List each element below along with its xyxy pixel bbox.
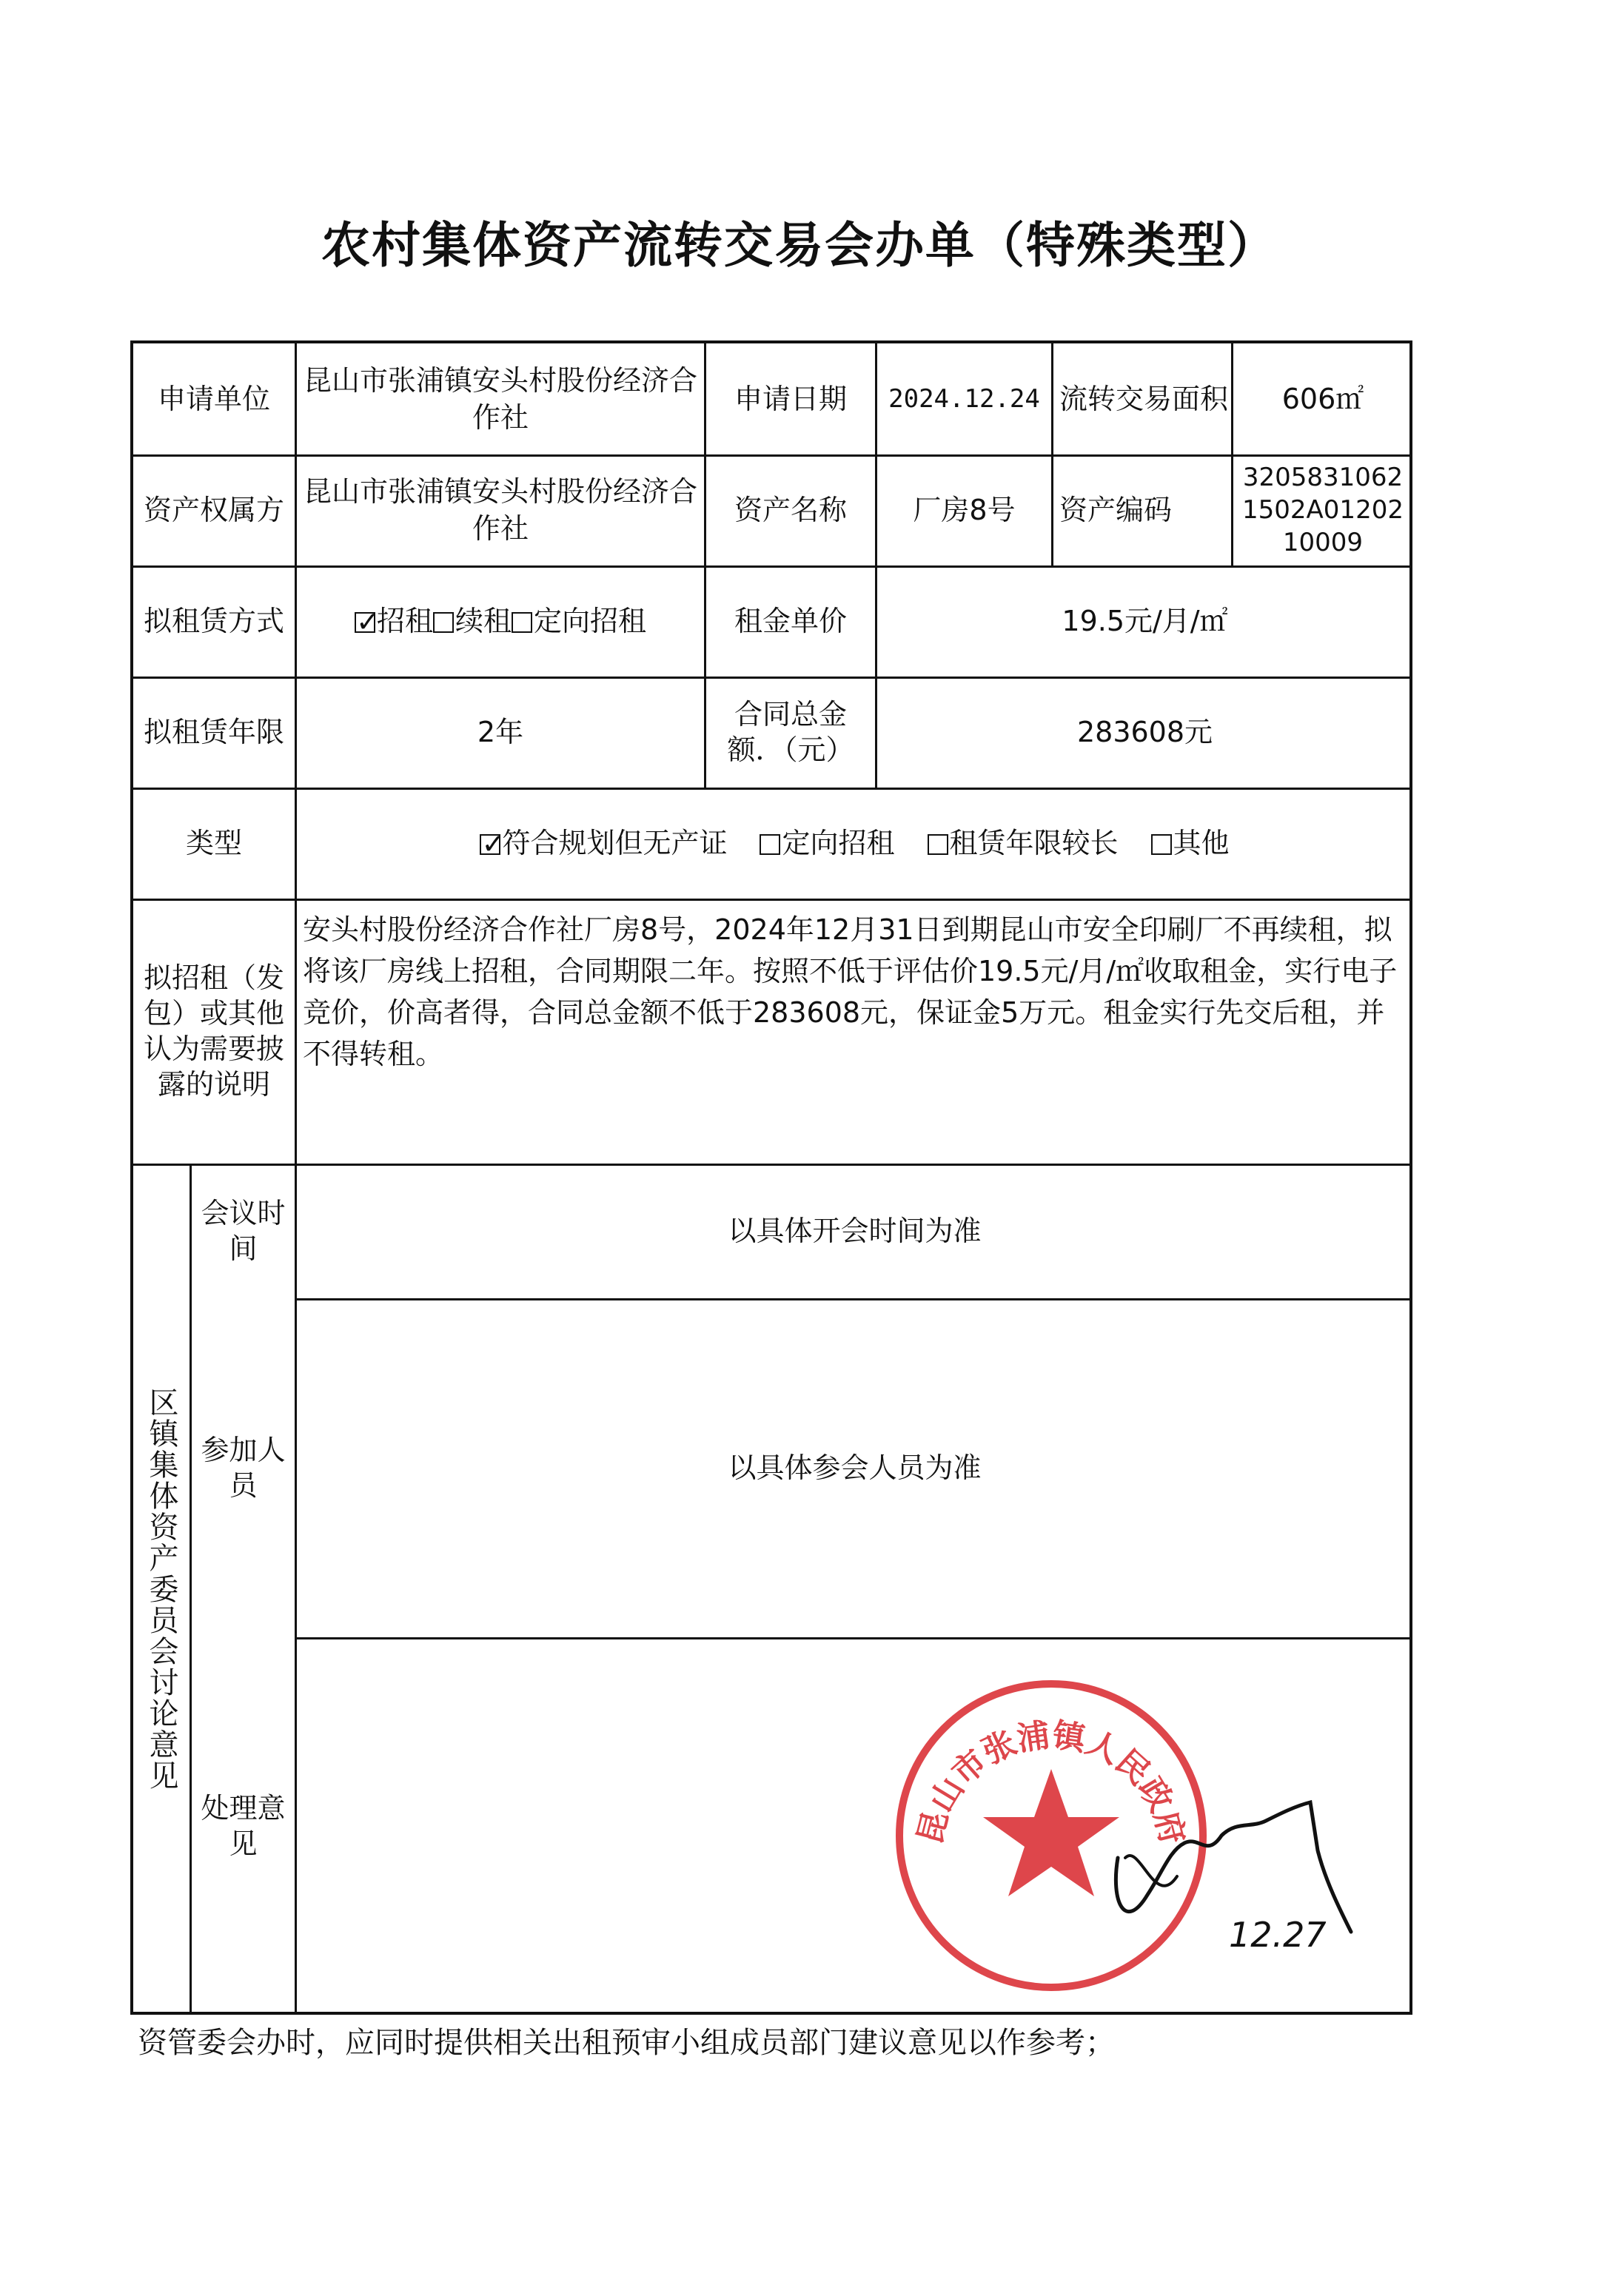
owner-value: 昆山市张浦镇安头村股份经济合作社 bbox=[303, 475, 697, 545]
signature-date: 12.27 bbox=[1229, 1915, 1327, 1955]
checkbox-icon bbox=[760, 834, 780, 855]
checkbox-icon bbox=[512, 612, 532, 633]
area-label: 流转交易面积 bbox=[1059, 383, 1229, 415]
seal-text: 昆山市张浦镇人民政府 bbox=[911, 1716, 1192, 1848]
applicant-label: 申请单位 bbox=[157, 383, 270, 415]
price-value: 19.5元/月/㎡ bbox=[1062, 605, 1228, 637]
type-long-term[interactable]: 租赁年限较长 bbox=[928, 825, 1119, 862]
opinion-label: 处理意见 bbox=[201, 1792, 286, 1860]
disclosure-label: 拟招租（发包）或其他认为需要披露的说明 bbox=[143, 961, 284, 1101]
participants-label: 参加人员 bbox=[201, 1434, 286, 1502]
participants-value: 以具体参会人员为准 bbox=[728, 1451, 982, 1484]
committee-label: 区镇集体资产委员会讨论意见 bbox=[144, 1387, 178, 1791]
disclosure-text: 安头村股份经济合作社厂房8号，2024年12月31日到期昆山市安全印刷厂不再续租，拟将该厂房线上招租，合同期限二年。按照不低于评估价19.5元/月/㎡收取租金，实行电子竞价，价高者得，合同总金额不低于283608元，保证金5万元。租金实行先交后租，并不得转租。 bbox=[303, 913, 1398, 1070]
date-value: 2024.12.24 bbox=[888, 384, 1040, 414]
asset-code-value: 32058310621502A0120210009 bbox=[1242, 463, 1404, 557]
total-label: 合同总金额．（元） bbox=[727, 698, 854, 766]
applicant-value: 昆山市张浦镇安头村股份经济合作社 bbox=[303, 364, 697, 434]
checkbox-icon bbox=[355, 612, 375, 633]
term-value: 2年 bbox=[477, 716, 524, 748]
date-label: 申请日期 bbox=[734, 383, 847, 415]
meeting-time-value: 以具体开会时间为准 bbox=[728, 1215, 982, 1247]
total-value: 283608元 bbox=[1076, 716, 1213, 748]
asset-name-value: 厂房8号 bbox=[913, 494, 1016, 526]
price-label: 租金单价 bbox=[734, 605, 847, 637]
type-no-certificate[interactable]: ✓ 符合规划但无产证 bbox=[480, 825, 727, 862]
option-xuzu[interactable]: 续租 bbox=[433, 602, 512, 640]
area-value: 606㎡ bbox=[1281, 383, 1364, 415]
checkbox-icon bbox=[928, 834, 948, 855]
checkbox-icon bbox=[1151, 834, 1172, 855]
checkbox-icon bbox=[480, 834, 500, 855]
type-directed[interactable]: 定向招租 bbox=[760, 825, 894, 862]
term-label: 拟租赁年限 bbox=[143, 716, 284, 748]
checkbox-icon bbox=[433, 612, 454, 633]
form-title: 农村集体资产流转交易会办单（特殊类型） bbox=[321, 217, 1278, 274]
type-other[interactable]: 其他 bbox=[1151, 825, 1230, 862]
type-options bbox=[297, 788, 1412, 899]
option-zhaozu[interactable]: ✓ 招租 bbox=[355, 602, 433, 640]
asset-name-label: 资产名称 bbox=[734, 494, 847, 526]
handwritten-signature bbox=[1096, 1747, 1377, 1972]
option-dingxiang[interactable]: 定向招租 bbox=[512, 602, 646, 640]
type-label: 类型 bbox=[185, 827, 242, 859]
method-label: 拟租赁方式 bbox=[143, 605, 284, 637]
signature-icon bbox=[1096, 1747, 1377, 1969]
owner-label: 资产权属方 bbox=[143, 494, 284, 526]
footer-note: 资管委会办时，应同时提供相关出租预审小组成员部门建议意见以作参考； bbox=[138, 2026, 1115, 2060]
meeting-time-label: 会议时间 bbox=[201, 1197, 286, 1265]
method-options bbox=[297, 565, 704, 677]
asset-code-label: 资产编码 bbox=[1059, 494, 1173, 526]
